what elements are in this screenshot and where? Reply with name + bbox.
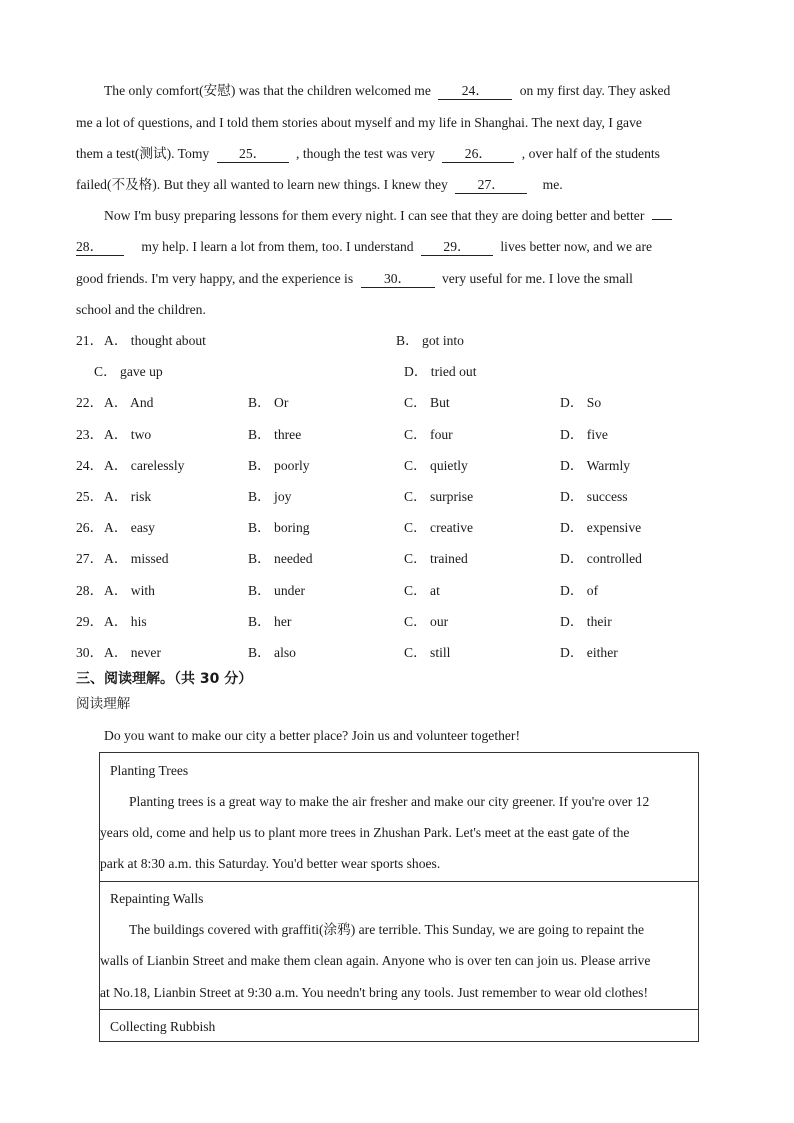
option-a[interactable]: A． with	[104, 583, 155, 598]
option-d[interactable]: D． five	[560, 427, 608, 442]
option-a[interactable]: A． his	[104, 614, 147, 629]
section-heading-planting-trees: Planting Trees	[110, 763, 189, 778]
option-a[interactable]: A． carelessly	[104, 458, 185, 473]
passage-line-5	[104, 206, 718, 226]
table-divider	[100, 881, 698, 882]
option-d[interactable]: D． So	[560, 395, 602, 410]
passage-text: , over half of the students	[521, 146, 660, 161]
table-text: years old, come and help us to plant more trees in Zhushan Park. Let's meet at the east gate of the	[100, 825, 630, 840]
passage-text: lives better now, and we are	[500, 239, 653, 254]
passage-line-4	[76, 175, 718, 195]
option-a[interactable]: A． never	[104, 645, 161, 660]
option-a[interactable]: A． thought about	[104, 333, 206, 348]
table-text: walls of Lianbin Street and make them clean again. Anyone who is over ten can join us. Please arrive	[100, 953, 651, 968]
section-heading-collecting-rubbish: Collecting Rubbish	[110, 1019, 216, 1034]
blank-25[interactable]: 25．	[217, 146, 289, 163]
option-c[interactable]: C． creative	[404, 520, 474, 535]
table-text: at No.18, Lianbin Street at 9:30 a.m. You needn't bring any tools. Just remember to wear old clothes!	[100, 985, 648, 1000]
option-a[interactable]: A． And	[104, 395, 154, 410]
option-b[interactable]: B． needed	[248, 551, 313, 566]
option-c[interactable]: C． our	[404, 614, 449, 629]
option-b[interactable]: B． three	[248, 427, 302, 442]
question-number: 27．	[76, 551, 104, 566]
volunteer-table	[99, 752, 699, 1042]
option-b[interactable]: B． boring	[248, 520, 310, 535]
question-number: 26．	[76, 520, 104, 535]
table-text: The buildings covered with graffiti(涂鸦) are terrible. This Sunday, we are going to repaint the	[129, 922, 645, 937]
option-c[interactable]: C． quietly	[404, 458, 468, 473]
blank-26[interactable]: 26．	[442, 146, 514, 163]
question-number: 21．	[76, 333, 104, 348]
option-b[interactable]: B． poorly	[248, 458, 310, 473]
table-text: park at 8:30 a.m. this Saturday. You'd better wear sports shoes.	[100, 856, 441, 871]
question-number: 29．	[76, 614, 104, 629]
reading-intro: Do you want to make our city a better place? Join us and volunteer together!	[104, 728, 520, 743]
option-a[interactable]: A． missed	[104, 551, 169, 566]
blank-30[interactable]: 30．	[361, 271, 435, 288]
section-title: 三、阅读理解。（共 30 分）	[76, 671, 253, 687]
option-d[interactable]: D． Warmly	[560, 458, 631, 473]
option-c[interactable]: C． gave up	[94, 364, 163, 379]
passage-text: very useful for me. I love the small	[441, 271, 633, 286]
question-number: 25．	[76, 489, 104, 504]
question-number: 23．	[76, 427, 104, 442]
option-c[interactable]: C． still	[404, 645, 451, 660]
question-number: 30．	[76, 645, 104, 660]
option-b[interactable]: B． Or	[248, 395, 289, 410]
option-b[interactable]: B． joy	[248, 489, 292, 504]
option-d[interactable]: D． either	[560, 645, 618, 660]
option-b[interactable]: B． also	[248, 645, 296, 660]
question-number: 28．	[76, 583, 104, 598]
passage-text: The only comfort(安慰) was that the children welcomed me	[104, 83, 431, 98]
passage-text: me.	[542, 177, 563, 192]
option-d[interactable]: D． tried out	[404, 364, 477, 379]
table-divider	[100, 1009, 698, 1010]
passage-text: good friends. I'm very happy, and the experience is	[76, 271, 354, 286]
passage-line-7	[76, 269, 718, 289]
passage-text: Now I'm busy preparing lessons for them every night. I can see that they are doing better and better	[104, 208, 645, 223]
table-text: Planting trees is a great way to make the air fresher and make our city greener. If you're over 12	[129, 794, 650, 809]
blank-27[interactable]: 27．	[455, 177, 527, 194]
option-d[interactable]: D． their	[560, 614, 612, 629]
option-d[interactable]: D． expensive	[560, 520, 642, 535]
passage-text: my help. I learn a lot from them, too. I understand	[141, 239, 414, 254]
option-c[interactable]: C． at	[404, 583, 440, 598]
option-c[interactable]: C． But	[404, 395, 450, 410]
option-c[interactable]: C． four	[404, 427, 453, 442]
option-c[interactable]: C． surprise	[404, 489, 474, 504]
option-d[interactable]: D． controlled	[560, 551, 642, 566]
option-a[interactable]: A． two	[104, 427, 152, 442]
option-a[interactable]: A． easy	[104, 520, 155, 535]
section-heading-repainting-walls: Repainting Walls	[110, 891, 204, 906]
question-number: 24．	[76, 458, 104, 473]
blank-29[interactable]: 29．	[421, 239, 493, 256]
option-d[interactable]: D． success	[560, 489, 628, 504]
passage-line-1	[104, 81, 718, 101]
passage-text: on my first day. They asked	[519, 83, 671, 98]
option-b[interactable]: B． got into	[396, 333, 464, 348]
passage-text: , though the test was very	[296, 146, 435, 161]
passage-text: them a test(测试). Tomy	[76, 146, 210, 161]
option-b[interactable]: B． under	[248, 583, 306, 598]
passage-line-2: me a lot of questions, and I told them stories about myself and my life in Shanghai. The next day, I gave	[76, 115, 642, 130]
passage-line-8: school and the children.	[76, 302, 206, 317]
option-d[interactable]: D． of	[560, 583, 599, 598]
blank-28-start	[652, 219, 672, 220]
option-c[interactable]: C． trained	[404, 551, 468, 566]
passage-text: failed(不及格). But they all wanted to learn new things. I knew they	[76, 177, 448, 192]
option-b[interactable]: B． her	[248, 614, 292, 629]
passage-line-6	[76, 237, 718, 257]
blank-28[interactable]: 28．	[76, 239, 124, 256]
section-subtitle: 阅读理解	[76, 696, 131, 712]
question-number: 22．	[76, 395, 104, 410]
passage-line-3	[76, 144, 718, 164]
option-a[interactable]: A． risk	[104, 489, 152, 504]
blank-24[interactable]: 24．	[438, 83, 512, 100]
